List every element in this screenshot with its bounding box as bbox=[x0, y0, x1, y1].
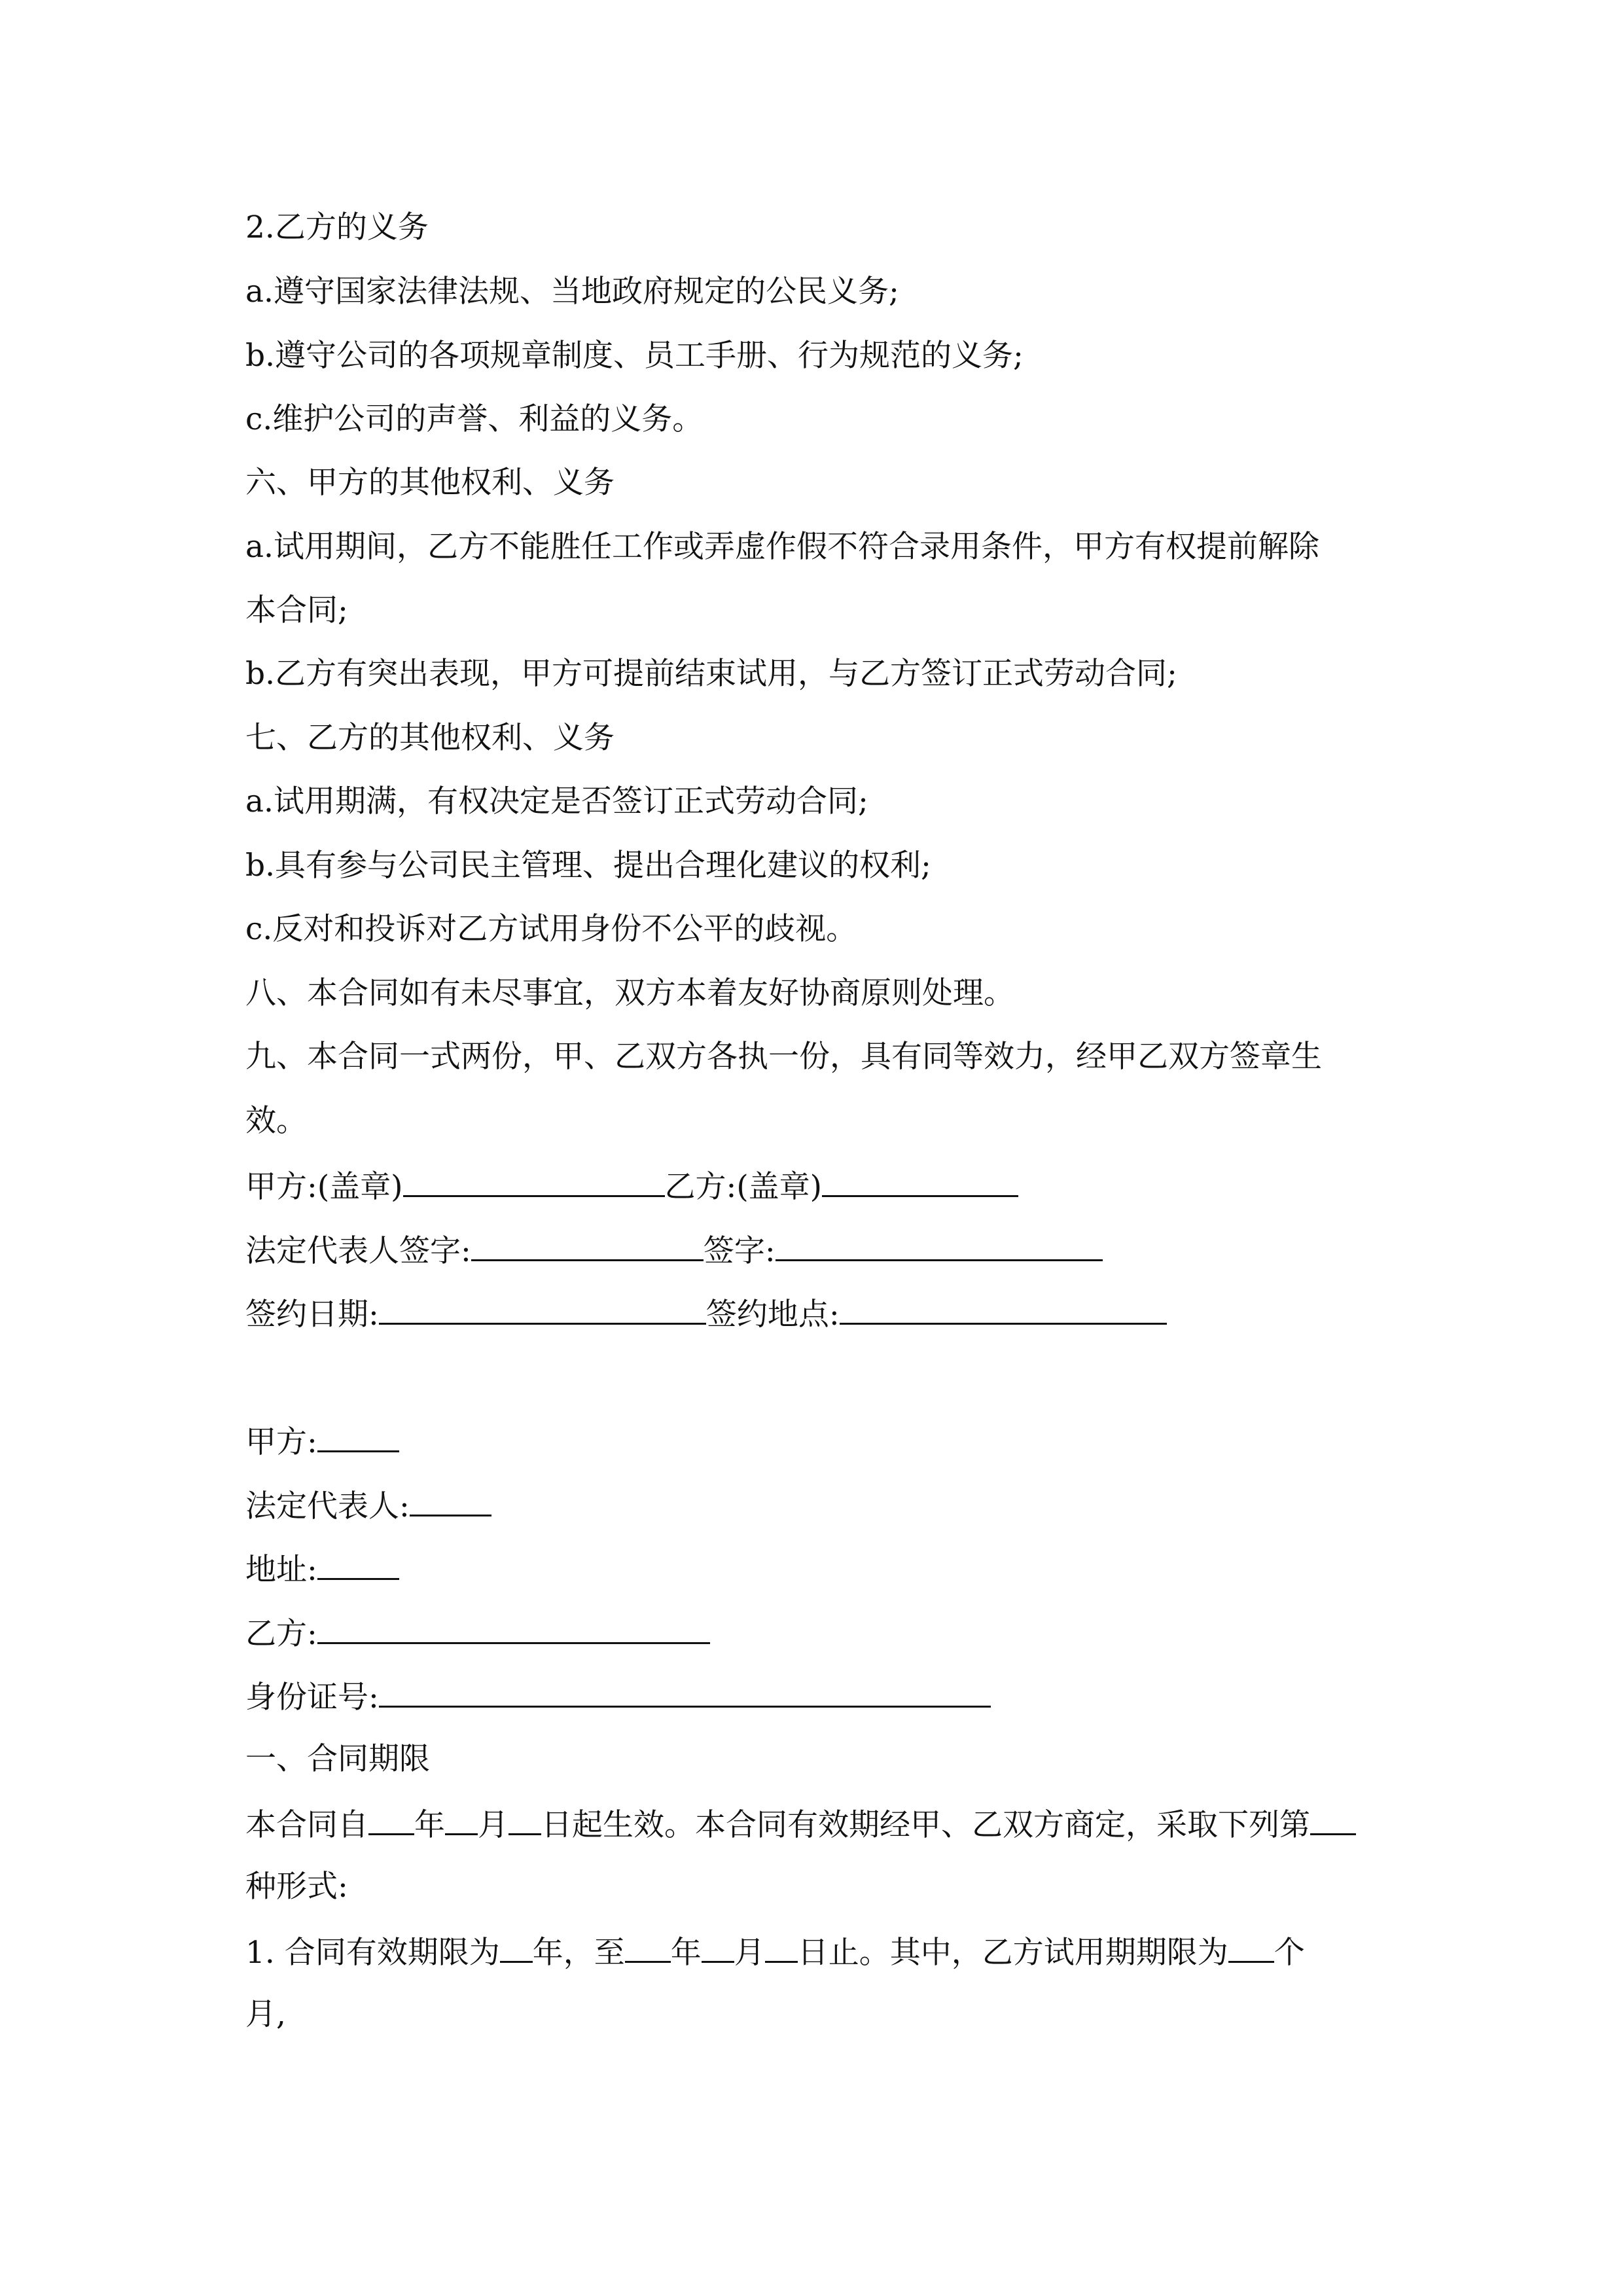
clause-line: b.具有参与公司民主管理、提出合理化建议的权利; bbox=[245, 848, 931, 884]
sign-blank[interactable] bbox=[776, 1229, 1103, 1261]
date-label: 签约日期: bbox=[245, 1297, 379, 1333]
clause-line: c.反对和投诉对乙方试用身份不公平的歧视。 bbox=[245, 911, 857, 947]
party-a-label: 甲方: bbox=[245, 1424, 317, 1460]
signature-row-seal bbox=[245, 1165, 1384, 1207]
clause-line: b.乙方有突出表现，甲方可提前结束试用，与乙方签订正式劳动合同; bbox=[245, 656, 1177, 692]
probation-months-blank[interactable] bbox=[1228, 1931, 1274, 1963]
party-a-seal-label: 甲方:(盖章) bbox=[245, 1169, 403, 1205]
legal-rep-blank[interactable] bbox=[410, 1484, 491, 1516]
party-b-seal-label: 乙方:(盖章) bbox=[664, 1169, 823, 1205]
party-a-blank[interactable] bbox=[317, 1420, 399, 1452]
party-b-blank[interactable] bbox=[317, 1612, 710, 1644]
term-text: 本合同自 bbox=[245, 1807, 368, 1843]
term-text: 年 bbox=[414, 1807, 445, 1843]
clause-line: 效。 bbox=[245, 1103, 307, 1139]
form-number-blank[interactable] bbox=[1310, 1803, 1356, 1835]
legal-rep-label: 法定代表人: bbox=[245, 1488, 410, 1524]
clause-line: c.维护公司的声誉、利益的义务。 bbox=[245, 401, 704, 437]
id-number-label: 身份证号: bbox=[245, 1679, 379, 1715]
clause-line: b.遵守公司的各项规章制度、员工手册、行为规范的义务; bbox=[245, 338, 1024, 374]
section-heading: 九、本合同一式两份，甲、乙双方各执一份，具有同等效力，经甲乙双方签章生 bbox=[245, 1039, 1322, 1075]
party-b-row bbox=[245, 1612, 1384, 1654]
term-effective-line bbox=[245, 1803, 1384, 1845]
term-text: 1. 合同有效期限为 bbox=[245, 1935, 500, 1971]
id-number-row bbox=[245, 1676, 1384, 1717]
term-text: 个 bbox=[1274, 1935, 1305, 1971]
party-b-label: 乙方: bbox=[245, 1616, 317, 1652]
term-period-line bbox=[245, 1931, 1384, 1973]
address-label: 地址: bbox=[245, 1552, 317, 1588]
place-label: 签约地点: bbox=[705, 1297, 840, 1333]
end-day-blank[interactable] bbox=[765, 1931, 798, 1963]
signature-row-date-place bbox=[245, 1293, 1384, 1335]
years-blank[interactable] bbox=[500, 1931, 533, 1963]
section-party-b-obligations: 2.乙方的义务 bbox=[245, 209, 429, 245]
section-heading: 七、乙方的其他权利、义务 bbox=[245, 720, 615, 756]
term-text: 月 bbox=[734, 1935, 765, 1971]
section-contract-term: 一、合同期限 bbox=[245, 1741, 430, 1777]
term-text: 年 bbox=[670, 1935, 702, 1971]
date-blank[interactable] bbox=[379, 1293, 706, 1325]
term-text: 年，至 bbox=[532, 1935, 625, 1971]
end-year-blank[interactable] bbox=[625, 1931, 671, 1963]
id-number-blank[interactable] bbox=[379, 1676, 991, 1708]
clause-line: 本合同; bbox=[245, 592, 348, 628]
party-a-seal-blank[interactable] bbox=[403, 1165, 665, 1197]
month-blank[interactable] bbox=[445, 1803, 478, 1835]
term-text: 月 bbox=[478, 1807, 508, 1843]
year-blank[interactable] bbox=[368, 1803, 414, 1835]
section-heading: 六、甲方的其他权利、义务 bbox=[245, 465, 615, 501]
address-blank[interactable] bbox=[317, 1548, 399, 1580]
party-a-row bbox=[245, 1420, 1384, 1462]
legal-rep-sign-blank[interactable] bbox=[471, 1229, 704, 1261]
clause-line: 月, bbox=[245, 1996, 286, 2032]
legal-rep-sign-label: 法定代表人签字: bbox=[245, 1233, 471, 1269]
clause-line: a.遵守国家法律法规、当地政府规定的公民义务; bbox=[245, 274, 899, 310]
term-text: 日起生效。本合同有效期经甲、乙双方商定，采取下列第 bbox=[541, 1807, 1310, 1843]
term-text: 日止。其中，乙方试用期期限为 bbox=[797, 1935, 1228, 1971]
signature-row-sign bbox=[245, 1229, 1384, 1271]
legal-rep-row bbox=[245, 1484, 1384, 1526]
place-blank[interactable] bbox=[840, 1293, 1167, 1325]
clause-line: 种形式: bbox=[245, 1869, 348, 1905]
end-month-blank[interactable] bbox=[702, 1931, 734, 1963]
day-blank[interactable] bbox=[508, 1803, 541, 1835]
section-heading: 八、本合同如有未尽事宜，双方本着友好协商原则处理。 bbox=[245, 975, 1014, 1011]
party-b-seal-blank[interactable] bbox=[822, 1165, 1018, 1197]
clause-line: a.试用期满，有权决定是否签订正式劳动合同; bbox=[245, 783, 868, 819]
sign-label: 签字: bbox=[703, 1233, 776, 1269]
address-row bbox=[245, 1548, 1384, 1590]
clause-line: a.试用期间，乙方不能胜任工作或弄虚作假不符合录用条件，甲方有权提前解除 bbox=[245, 529, 1319, 565]
